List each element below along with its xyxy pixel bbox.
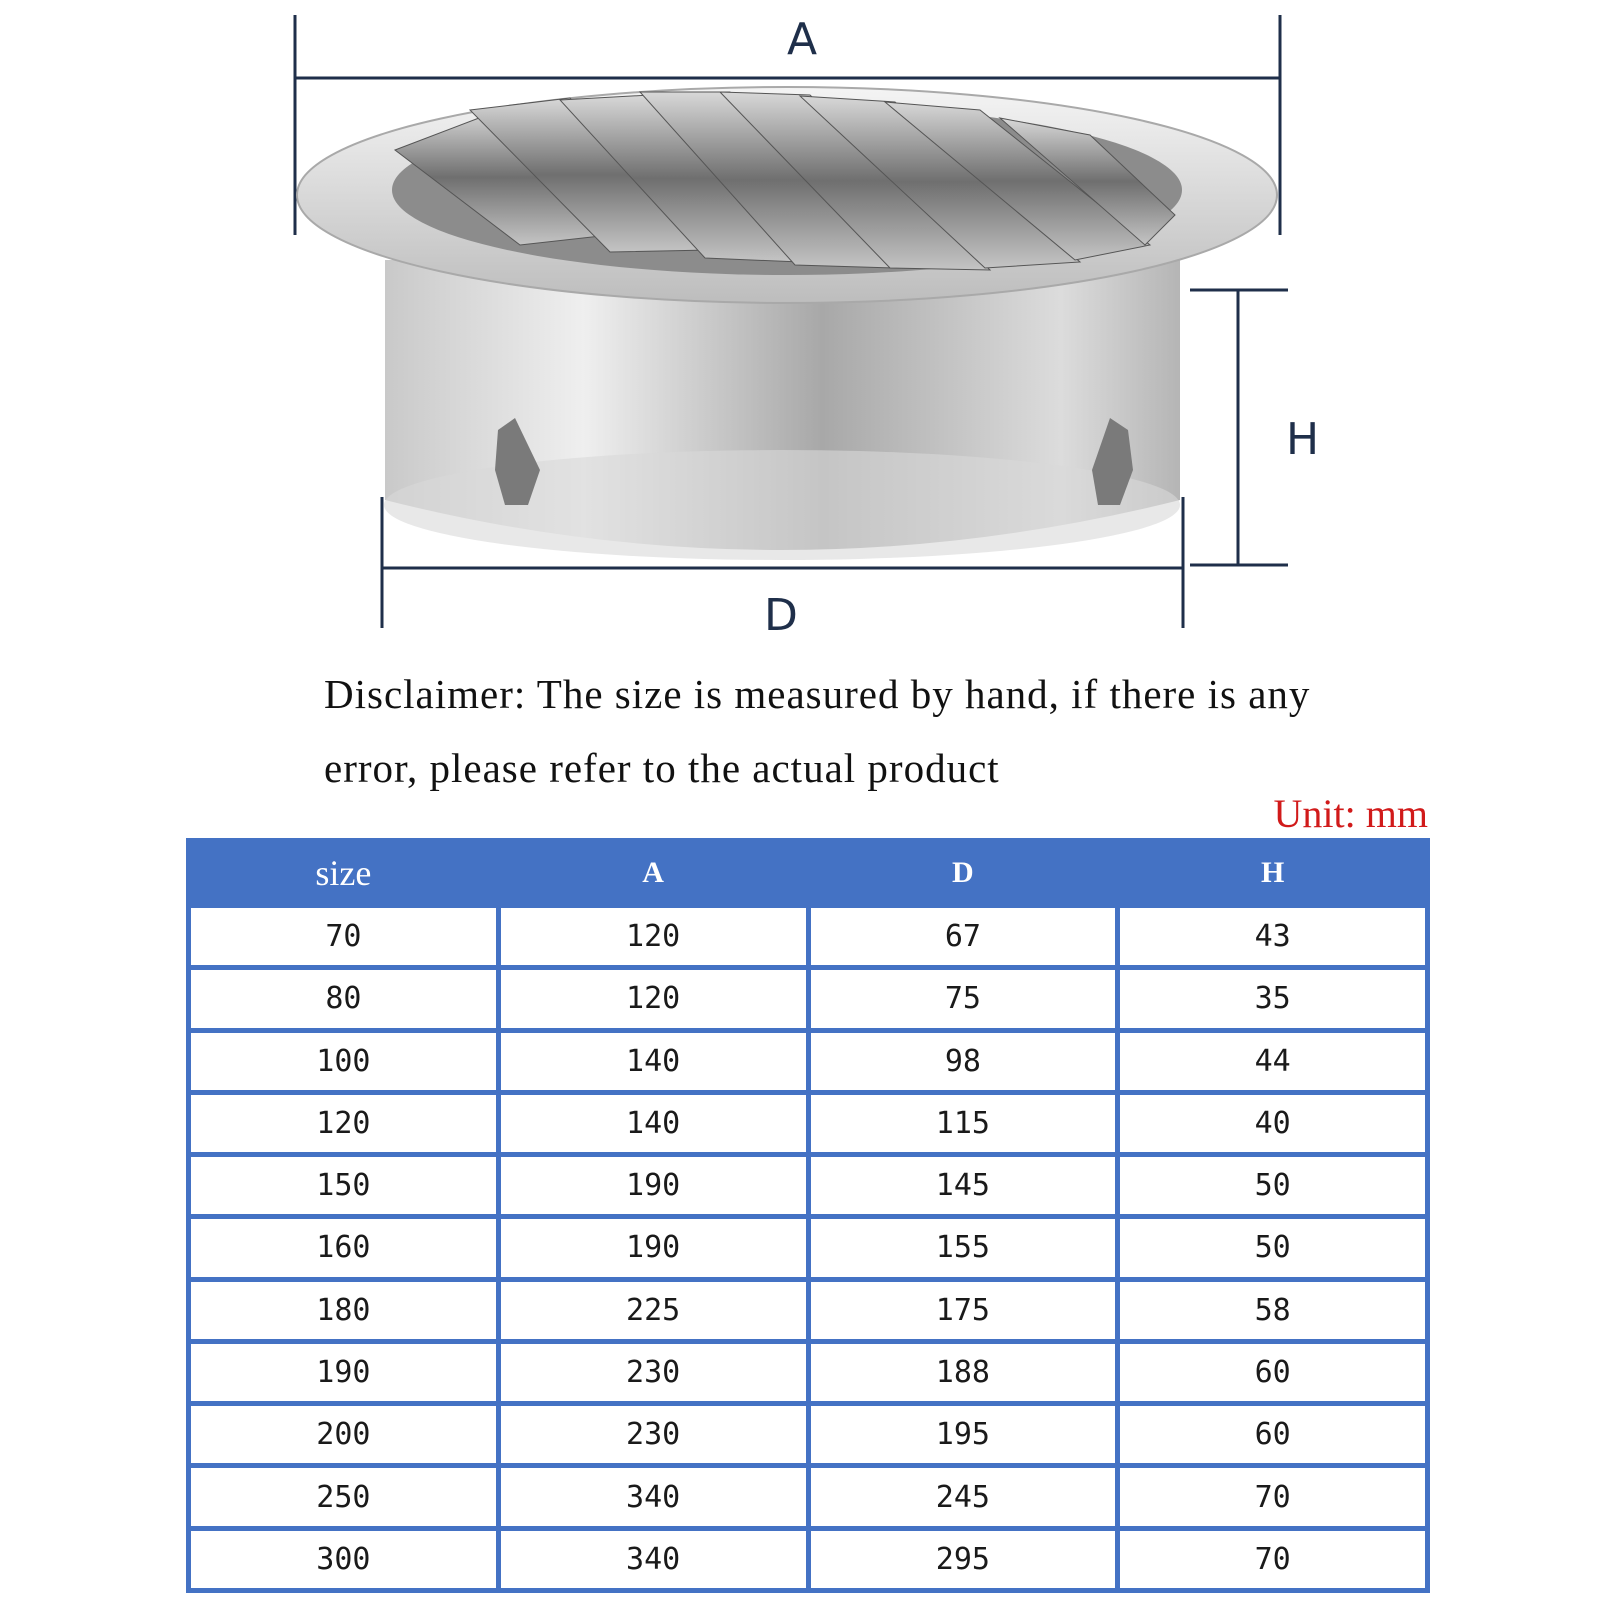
cell-h: 50 [1118,1217,1428,1279]
cell-h: 40 [1118,1092,1428,1154]
table-row [189,1341,1428,1403]
cell-d: 67 [808,906,1118,968]
table-header-row [189,841,1428,906]
column-header-a: A [498,841,808,906]
table-row [189,1155,1428,1217]
cell-h: 70 [1118,1528,1428,1590]
cell-d: 295 [808,1528,1118,1590]
cell-a: 230 [498,1341,808,1403]
cell-h: 43 [1118,906,1428,968]
cell-size: 70 [189,906,499,968]
cell-h: 60 [1118,1404,1428,1466]
vent-body [384,260,1180,560]
column-header-size: size [189,841,499,906]
dimension-label-a: A [787,14,818,65]
cell-a: 190 [498,1155,808,1217]
dimension-label-d: D [764,590,798,641]
cell-a: 120 [498,906,808,968]
column-header-h: H [1118,841,1428,906]
table-row [189,1030,1428,1092]
cell-size: 150 [189,1155,499,1217]
table-row [189,1217,1428,1279]
cell-h: 50 [1118,1155,1428,1217]
cell-h: 60 [1118,1341,1428,1403]
cell-size: 120 [189,1092,499,1154]
table-row [189,1404,1428,1466]
vent-grille [297,87,1277,303]
cell-d: 145 [808,1155,1118,1217]
cell-d: 98 [808,1030,1118,1092]
cell-size: 250 [189,1466,499,1528]
cell-size: 300 [189,1528,499,1590]
cell-size: 200 [189,1404,499,1466]
size-table [186,838,1430,1593]
table-row [189,906,1428,968]
table-row [189,968,1428,1030]
cell-a: 140 [498,1030,808,1092]
cell-a: 340 [498,1466,808,1528]
cell-h: 35 [1118,968,1428,1030]
cell-d: 75 [808,968,1118,1030]
cell-a: 140 [498,1092,808,1154]
cell-a: 225 [498,1279,808,1341]
disclaimer-text: Disclaimer: The size is measured by hand, if there is any error, please refer to the actual product [324,671,1311,791]
cell-size: 80 [189,968,499,1030]
cell-size: 100 [189,1030,499,1092]
cell-a: 120 [498,968,808,1030]
cell-d: 175 [808,1279,1118,1341]
cell-h: 44 [1118,1030,1428,1092]
cell-h: 70 [1118,1466,1428,1528]
cell-d: 115 [808,1092,1118,1154]
vent-cover-illustration [0,0,1600,660]
cell-d: 155 [808,1217,1118,1279]
table-row [189,1466,1428,1528]
cell-d: 245 [808,1466,1118,1528]
cell-h: 58 [1118,1279,1428,1341]
cell-d: 195 [808,1404,1118,1466]
cell-a: 340 [498,1528,808,1590]
cell-size: 190 [189,1341,499,1403]
cell-size: 180 [189,1279,499,1341]
cell-a: 230 [498,1404,808,1466]
product-dimension-figure [0,0,1600,660]
unit-label: Unit: mm [1273,791,1428,836]
table-body [189,906,1428,1591]
cell-d: 188 [808,1341,1118,1403]
cell-a: 190 [498,1217,808,1279]
table-row [189,1528,1428,1590]
table-row [189,1092,1428,1154]
dimension-label-h: H [1286,414,1320,465]
column-header-d: D [808,841,1118,906]
cell-size: 160 [189,1217,499,1279]
table-row [189,1279,1428,1341]
